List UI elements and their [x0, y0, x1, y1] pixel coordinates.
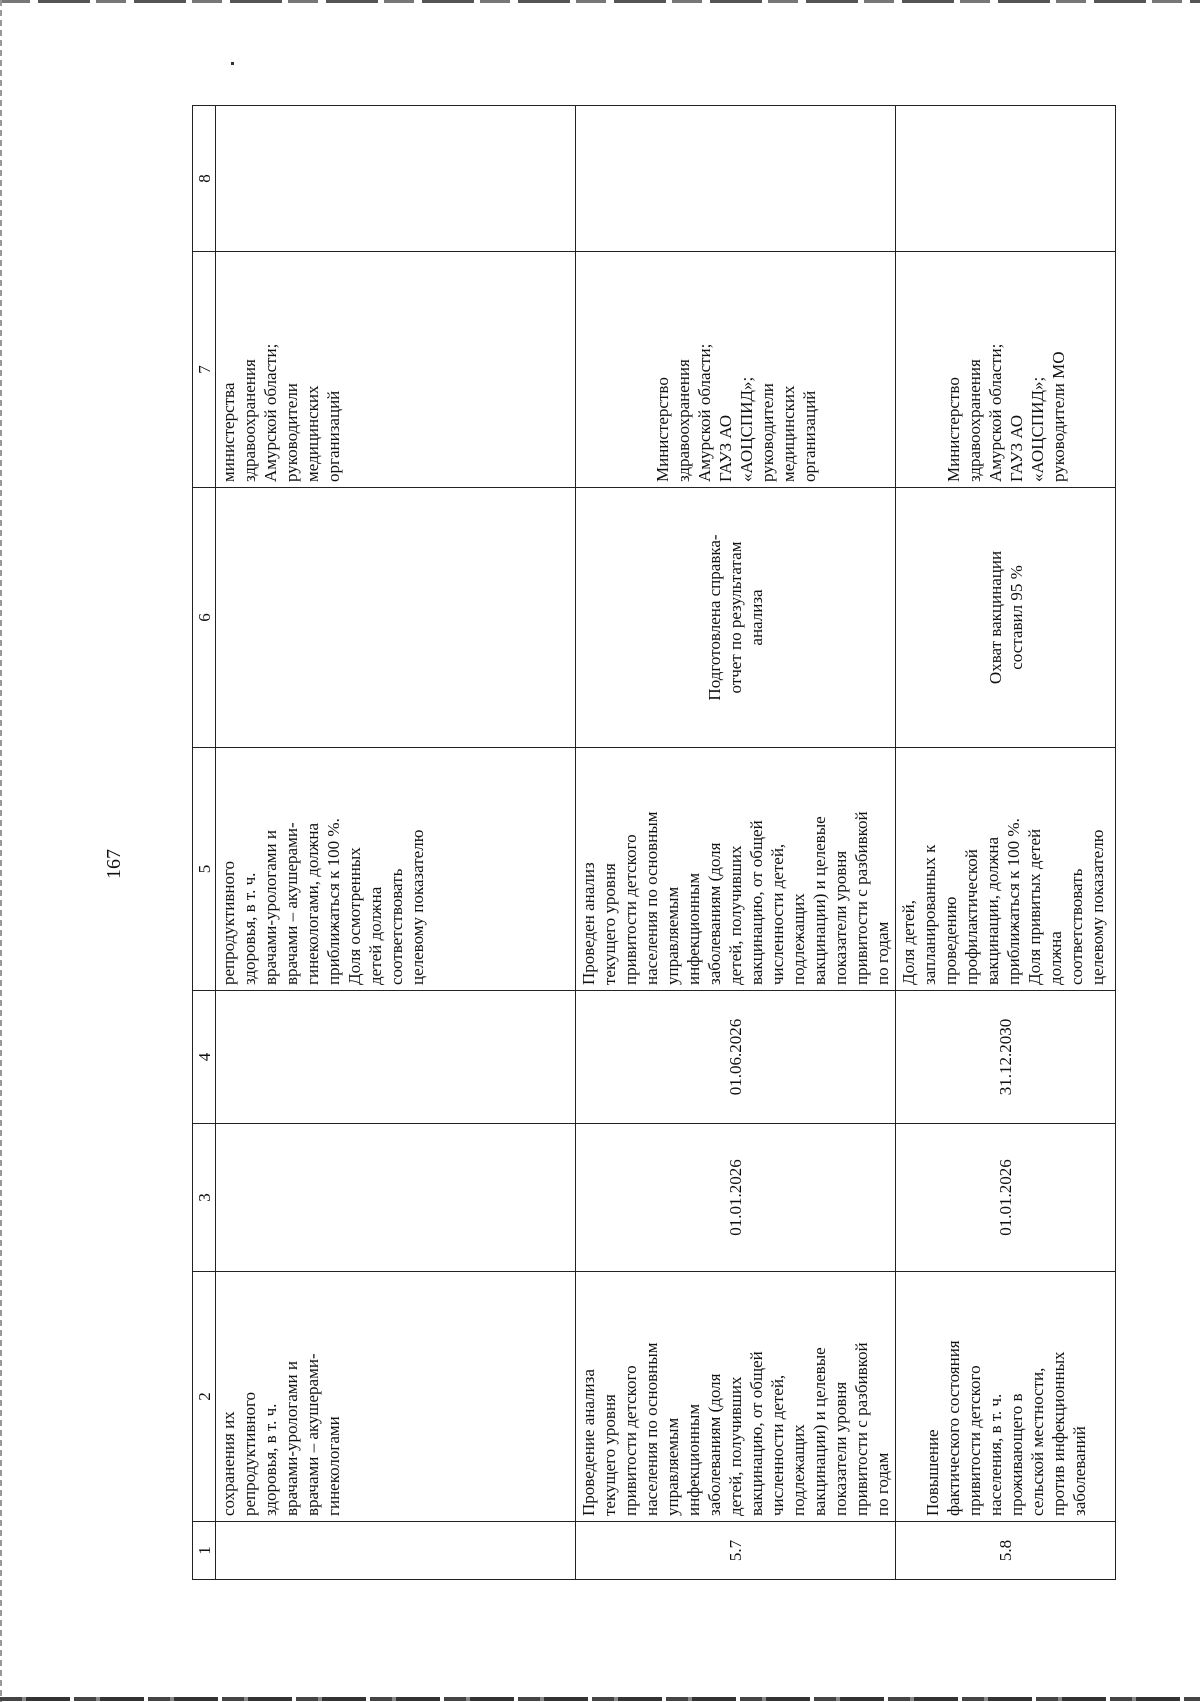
rotated-table-container [192, 106, 1112, 1580]
responsible: министерства здравоохранения Амурской области; руководители медицинских организаций [216, 252, 576, 488]
table-row [576, 106, 896, 1580]
start-date: 01.01.2026 [576, 1124, 896, 1272]
note [896, 106, 1116, 252]
page-number: 167 [103, 849, 125, 879]
column-header: 7 [193, 252, 216, 488]
column-header: 8 [193, 106, 216, 252]
responsible: Министерство здравоохранения Амурской области; ГАУЗ АО «АОЦСПИД»; руководители МО [896, 252, 1116, 488]
note [576, 106, 896, 252]
end-date [216, 991, 576, 1124]
column-header: 5 [193, 748, 216, 991]
column-header: 3 [193, 1124, 216, 1272]
table-row [896, 106, 1116, 1580]
column-number-header [193, 106, 216, 1580]
result: Охват вакцинации составил 95 % [896, 488, 1116, 748]
indicator: Проведен анализ текущего уровня привитости детского населения по основным управляемым инфекционным заболеваниям (доля детей, получивших вакцинацию, от общей численности детей, подлежащих вакцинации) и целевые показатели уровня привитости с разбивкой по годам [576, 748, 896, 991]
plan-table [192, 105, 1116, 1580]
measure-name: Повышение фактического состояния привитости детского населения, в т. ч. проживающего в сельской местности, против инфекционных заболеваний [896, 1272, 1116, 1522]
table-row [216, 106, 576, 1580]
scan-speck [231, 62, 234, 65]
scan-edge-top [0, 0, 1200, 3]
measure-name: сохранения их репродуктивного здоровья, в т. ч. врачами-урологами и врачами – акушерами- гинекологами [216, 1272, 576, 1522]
column-header: 2 [193, 1272, 216, 1522]
indicator: репродуктивного здоровья, в т. ч. врачами-урологами и врачами – акушерами- гинекологами, должна приближаться к 100 %. Доля осмотренных детей должна соответствовать целевому показателю [216, 748, 576, 991]
column-header: 1 [193, 1522, 216, 1580]
row-number: 5.7 [576, 1522, 896, 1580]
start-date [216, 1124, 576, 1272]
responsible: Министерство здравоохранения Амурской области; ГАУЗ АО «АОЦСПИД»; руководители медицинских организаций [576, 252, 896, 488]
result [216, 488, 576, 748]
indicator: Доля детей, запланированных к проведению профилактической вакцинации, должна приближаться к 100 %. Доля привитых детей должна соответствовать целевому показателю [896, 748, 1116, 991]
measure-name: Проведение анализа текущего уровня привитости детского населения по основным управляемым инфекционным заболеваниям (доля детей, получивших вакцинацию, от общей численности детей, подлежащих вакцинации) и целевые показатели уровня привитости с разбивкой по годам [576, 1272, 896, 1522]
row-number [216, 1522, 576, 1580]
column-header: 4 [193, 991, 216, 1124]
start-date: 01.01.2026 [896, 1124, 1116, 1272]
column-header: 6 [193, 488, 216, 748]
row-number: 5.8 [896, 1522, 1116, 1580]
end-date: 01.06.2026 [576, 991, 896, 1124]
scan-edge-left [0, 0, 2, 1702]
note [216, 106, 576, 252]
result: Подготовлена справка- отчет по результатам анализа [576, 488, 896, 748]
end-date: 31.12.2030 [896, 991, 1116, 1124]
scan-edge-bottom [0, 1697, 1200, 1701]
